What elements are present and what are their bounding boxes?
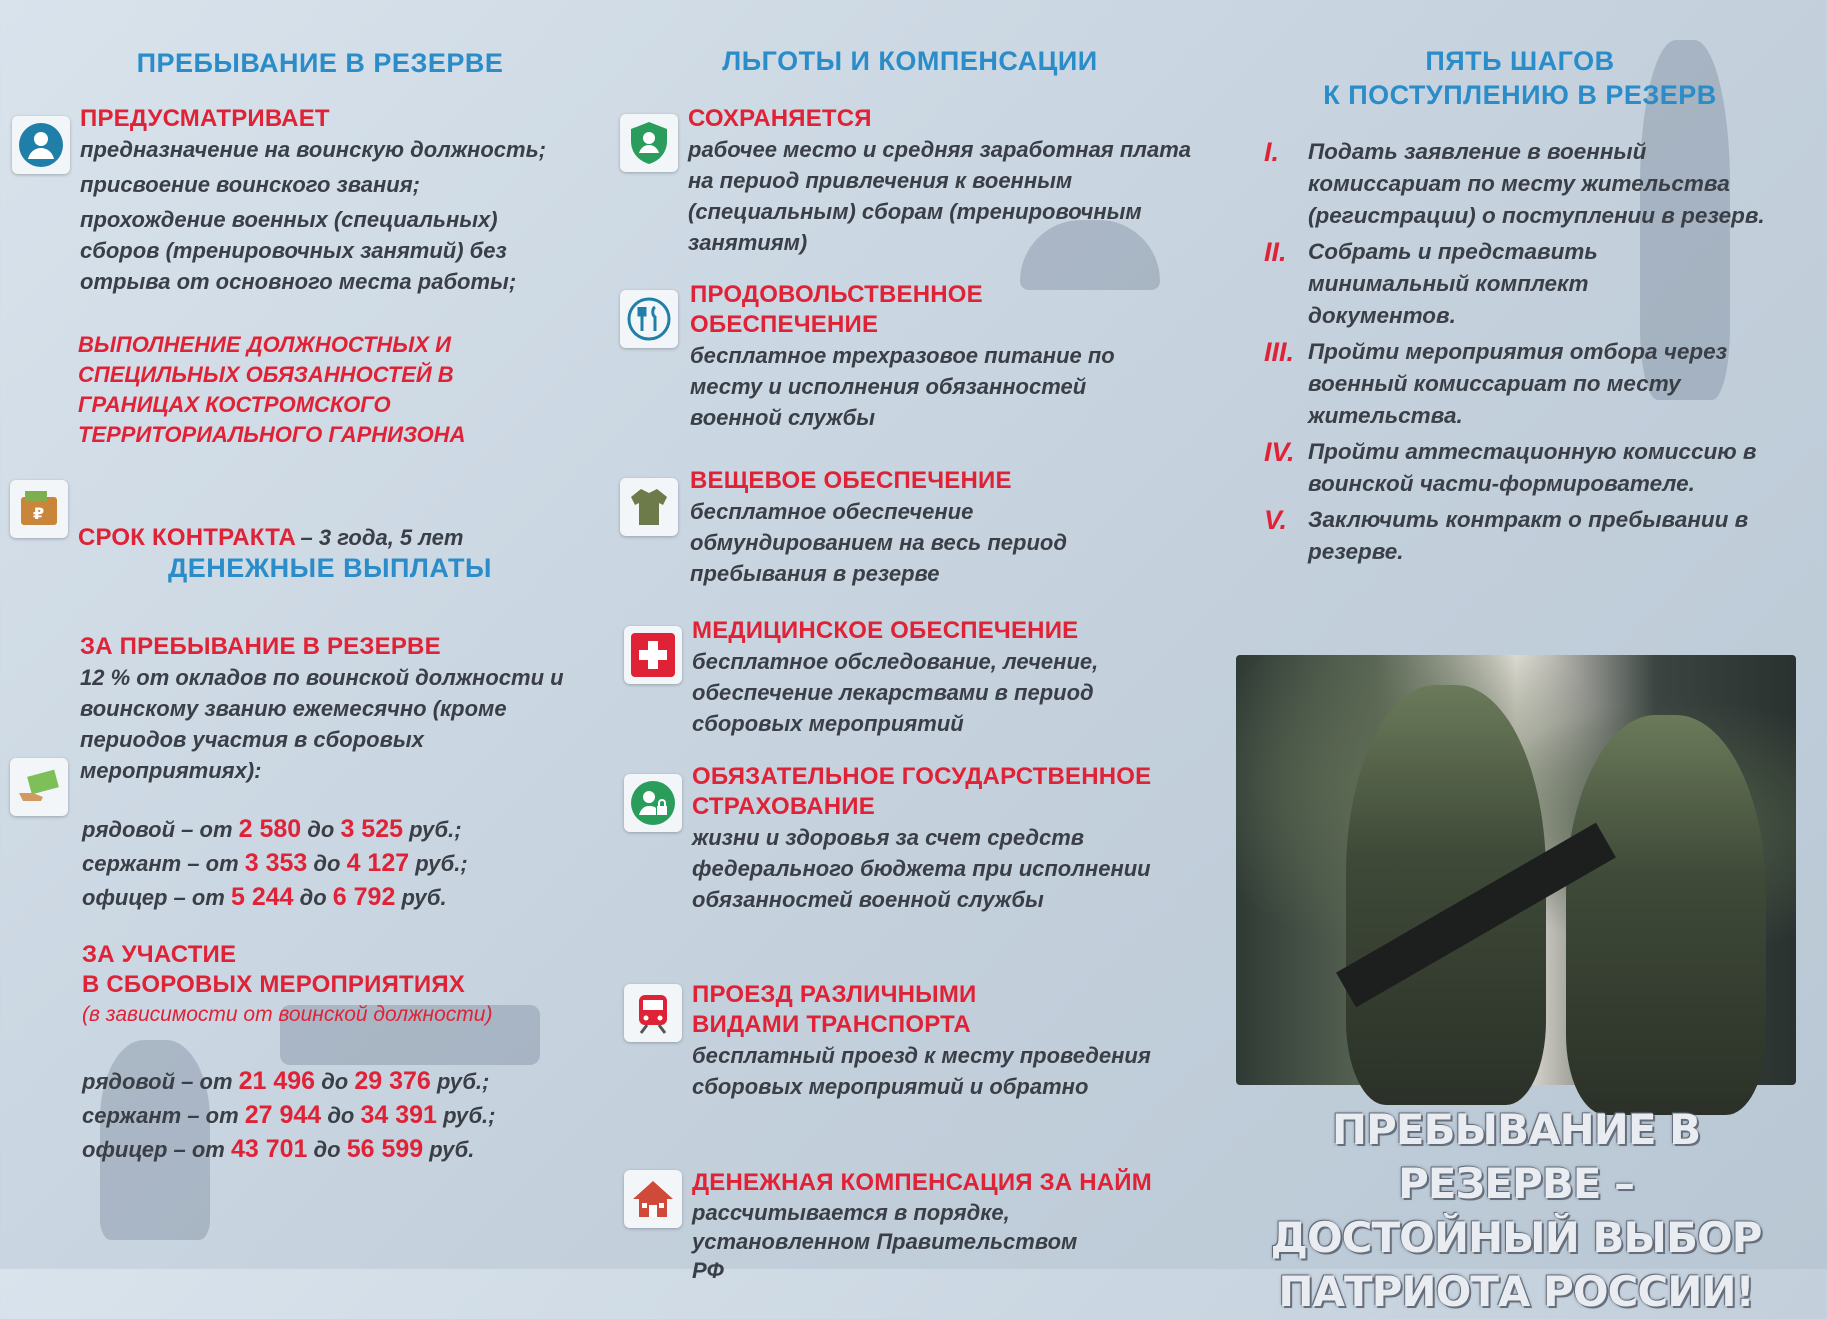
provides-line-3: прохождение военных (специальных) сборов (тренировочных занятий) без отрыва от основного места работы; <box>80 207 517 294</box>
benefit-heading-rent: ДЕНЕЖНАЯ КОМПЕНСАЦИЯ ЗА НАЙМ <box>692 1169 1152 1196</box>
step-item: V. Заключить контракт о пребывании в резерве. <box>1264 505 1749 564</box>
benefits-title: ЛЬГОТЫ И КОМПЕНСАЦИИ <box>722 46 1098 76</box>
reserve-rate-row: сержант – от 3 353 до 4 127 руб.; <box>82 849 468 877</box>
benefit-heading-transport: ПРОЕЗД РАЗЛИЧНЫМИ ВИДАМИ ТРАНСПОРТА <box>692 981 977 1038</box>
house-icon <box>624 1170 682 1228</box>
benefit-heading-medical: МЕДИЦИНСКОЕ ОБЕСПЕЧЕНИЕ <box>692 617 1079 644</box>
provides-heading: ПРЕДУСМАТРИВАЕТ <box>80 105 330 132</box>
benefit-heading-keep: СОХРАНЯЕТСЯ <box>688 105 872 132</box>
step-item: II. Собрать и представить минимальный комплект документов. <box>1264 237 1598 328</box>
slogan-line-2: ДОСТОЙНЫЙ ВЫБОР <box>1270 1213 1762 1262</box>
reserve-pay-heading: ЗА ПРЕБЫВАНИЕ В РЕЗЕРВЕ <box>80 633 441 660</box>
training-rate-row: рядовой – от 21 496 до 29 376 руб.; <box>82 1067 490 1095</box>
steps-title-line-1: ПЯТЬ ШАГОВ <box>1425 46 1615 76</box>
money-hand-icon <box>10 758 68 816</box>
wallet-ruble-icon <box>10 480 68 538</box>
training-note: (в зависимости от воинской должности) <box>82 1003 493 1026</box>
benefit-text-keep: рабочее место и средняя заработная плата на период привлечения к военным (специальным) сборам (тренировочным занятиям) <box>688 137 1192 255</box>
svg-text:₽: ₽ <box>33 504 45 523</box>
reserve-rate-row: офицер – от 5 244 до 6 792 руб. <box>82 883 447 911</box>
training-rate-row: сержант – от 27 944 до 34 391 руб.; <box>82 1101 496 1129</box>
contract-value: – 3 года, 5 лет <box>300 525 464 550</box>
training-heading-2: В СБОРОВЫХ МЕРОПРИЯТИЯХ <box>82 971 465 998</box>
benefit-text-food: бесплатное трехразовое питание по месту и исполнения обязанностей военной службы <box>690 343 1115 430</box>
jacket-icon <box>620 478 678 536</box>
cutlery-icon <box>620 290 678 348</box>
shield-person-icon <box>620 114 678 172</box>
person-icon <box>12 116 70 174</box>
reserve-title: ПРЕБЫВАНИЕ В РЕЗЕРВЕ <box>136 48 504 78</box>
benefit-text-insurance: жизни и здоровья за счет средств федерального бюджета при исполнении обязанностей военной службы <box>692 825 1151 912</box>
benefit-heading-food: ПРОДОВОЛЬСТВЕННОЕ ОБЕСПЕЧЕНИЕ <box>690 281 983 338</box>
benefit-heading-clothing: ВЕЩЕВОЕ ОБЕСПЕЧЕНИЕ <box>690 467 1012 494</box>
reserve-rates <box>82 814 582 913</box>
step-item: I. Подать заявление в военный комиссариат по месту жительства (регистрации) о поступлении в резерв. <box>1264 137 1765 228</box>
training-rate-row: офицер – от 43 701 до 56 599 руб. <box>82 1135 475 1163</box>
provides-line-1: предназначение на воинскую должность; <box>80 137 546 162</box>
step-item: III. Пройти мероприятия отбора через военный комиссариат по месту жительства. <box>1264 337 1728 428</box>
benefit-text-clothing: бесплатное обеспечение обмундированием на весь период пребывания в резерве <box>690 499 1067 586</box>
slogan <box>1236 1103 1796 1319</box>
duties-text: ВЫПОЛНЕНИЕ ДОЛЖНОСТНЫХ И СПЕЦИЛЬНЫХ ОБЯЗАННОСТЕЙ В ГРАНИЦАХ КОСТРОМСКОГО ТЕРРИТОРИАЛЬНОГО ГАРНИЗОНА <box>78 332 466 447</box>
steps-title-line-2: К ПОСТУПЛЕНИЮ В РЕЗЕРВ <box>1323 80 1717 110</box>
training-heading-1: ЗА УЧАСТИЕ <box>82 941 237 968</box>
steps-list <box>1264 136 1794 572</box>
training-rates <box>82 1066 582 1165</box>
slogan-line-3: ПАТРИОТА РОССИИ! <box>1278 1267 1754 1316</box>
benefit-text-medical: бесплатное обследование, лечение, обеспечение лекарствами в период сборовых мероприятий <box>692 649 1099 736</box>
train-icon <box>624 984 682 1042</box>
contract-label: СРОК КОНТРАКТА <box>78 524 297 551</box>
medical-cross-icon <box>624 626 682 684</box>
provides-line-2: присвоение воинского звания; <box>80 172 420 197</box>
lock-person-icon <box>624 774 682 832</box>
benefit-text-rent: рассчитывается в порядке, установленном Правительством РФ <box>692 1200 1078 1283</box>
benefit-heading-insurance: ОБЯЗАТЕЛЬНОЕ ГОСУДАРСТВЕННОЕ СТРАХОВАНИЕ <box>692 763 1152 820</box>
reserve-pay-text: 12 % от окладов по воинской должности и воинскому званию ежемесячно (кроме периодов участия в сборовых мероприятиях): <box>80 665 564 783</box>
benefit-text-transport: бесплатный проезд к месту проведения сборовых мероприятий и обратно <box>692 1043 1151 1099</box>
reserve-rate-row: рядовой – от 2 580 до 3 525 руб.; <box>82 815 462 843</box>
soldiers-photo <box>1236 655 1796 1085</box>
steps-title <box>1230 44 1810 112</box>
payments-title: ДЕНЕЖНЫЕ ВЫПЛАТЫ <box>168 553 492 583</box>
step-item: IV. Пройти аттестационную комиссию в воинской части-формирователе. <box>1264 437 1757 496</box>
slogan-line-1: ПРЕБЫВАНИЕ В РЕЗЕРВЕ – <box>1331 1105 1701 1208</box>
